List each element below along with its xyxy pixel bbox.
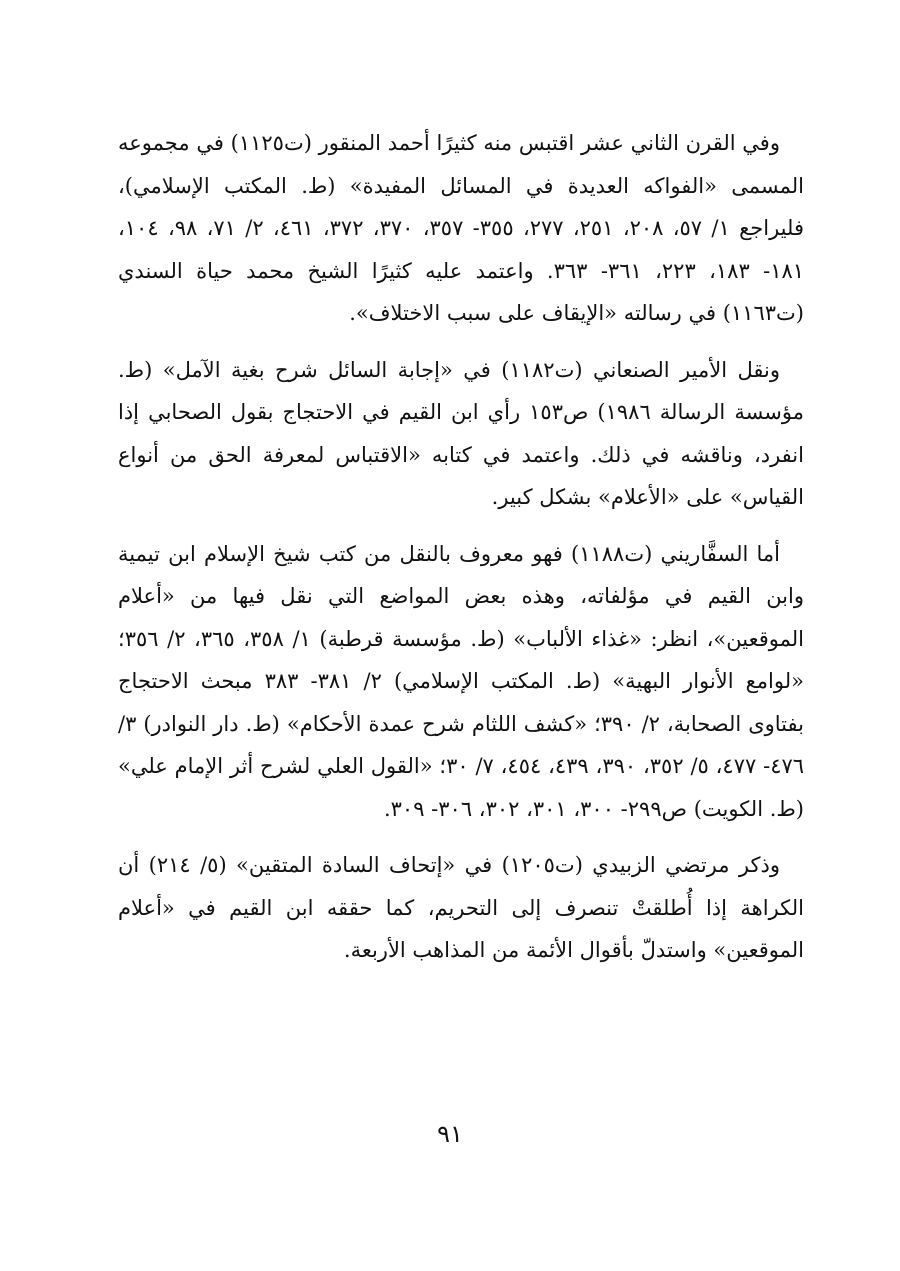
page-number: ٩١ bbox=[437, 1120, 463, 1148]
paragraph-manqur: وفي القرن الثاني عشر اقتبس منه كثيرًا أحمد المنقور (ت١١٢٥) في مجموعه المسمى «الفواكه العديدة في المسائل المفيدة» (ط. المكتب الإسلامي)، فليراجع ١/ ٥٧، ٢٠٨، ٢٥١، ٢٧٧، ٣٥٥- ٣٥٧، ٣٧٠، ٣٧٢، ٤٦١، ٢/ ٧١، ٩٨، ١٠٤، ١٨١- ١٨٣، ٢٢٣، ٣٦١- ٣٦٣. واعتمد عليه كثيرًا الشيخ محمد حياة السندي (ت١١٦٣) في رسالته «الإيقاف على سبب الاختلاف». bbox=[118, 131, 805, 325]
paragraph-zabidi: وذكر مرتضي الزبيدي (ت١٢٠٥) في «إتحاف السادة المتقين» (٥/ ٢١٤) أن الكراهة إذا أُطلقتْ تنصرف إلى التحريم، كما حققه ابن القيم في «أعلام الموقعين» واستدلّ بأقوال الأئمة من المذاهب الأربعة. bbox=[118, 853, 804, 962]
page-body bbox=[118, 122, 804, 972]
paragraph-sanani: ونقل الأمير الصنعاني (ت١١٨٢) في «إجابة السائل شرح بغية الآمل» (ط. مؤسسة الرسالة ١٩٨٦) ص١٥٣ رأي ابن القيم في الاحتجاج بقول الصحابي إذا انفرد، وناقشه في ذلك. واعتمد في كتابه «الاقتباس لمعرفة الحق من أنواع القياس» على «الأعلام» بشكل كبير. bbox=[118, 357, 804, 509]
paragraph-saffarini: أما السفَّاريني (ت١١٨٨) فهو معروف بالنقل من كتب شيخ الإسلام ابن تيمية وابن القيم في مؤلفاته، وهذه بعض المواضع التي نقل فيها من «أعلام الموقعين»، انظر: «غذاء الألباب» (ط. مؤسسة قرطبة) ١/ ٣٥٨، ٣٦٥، ٢/ ٣٥٦؛ «لوامع الأنوار البهية» (ط. المكتب الإسلامي) ٢/ ٣٨١- ٣٨٣ مبحث الاحتجاج بفتاوى الصحابة، ٢/ ٣٩٠؛ «كشف اللثام شرح عمدة الأحكام» (ط. دار النوادر) ٣/ ٤٧٦- ٤٧٧، ٥/ ٣٥٢، ٣٩٠، ٤٣٩، ٤٥٤، ٧/ ٣٠؛ «القول العلي لشرح أثر الإمام علي» (ط. الكويت) ص٢٩٩- ٣٠٠، ٣٠١، ٣٠٢، ٣٠٦- ٣٠٩. bbox=[118, 541, 805, 821]
